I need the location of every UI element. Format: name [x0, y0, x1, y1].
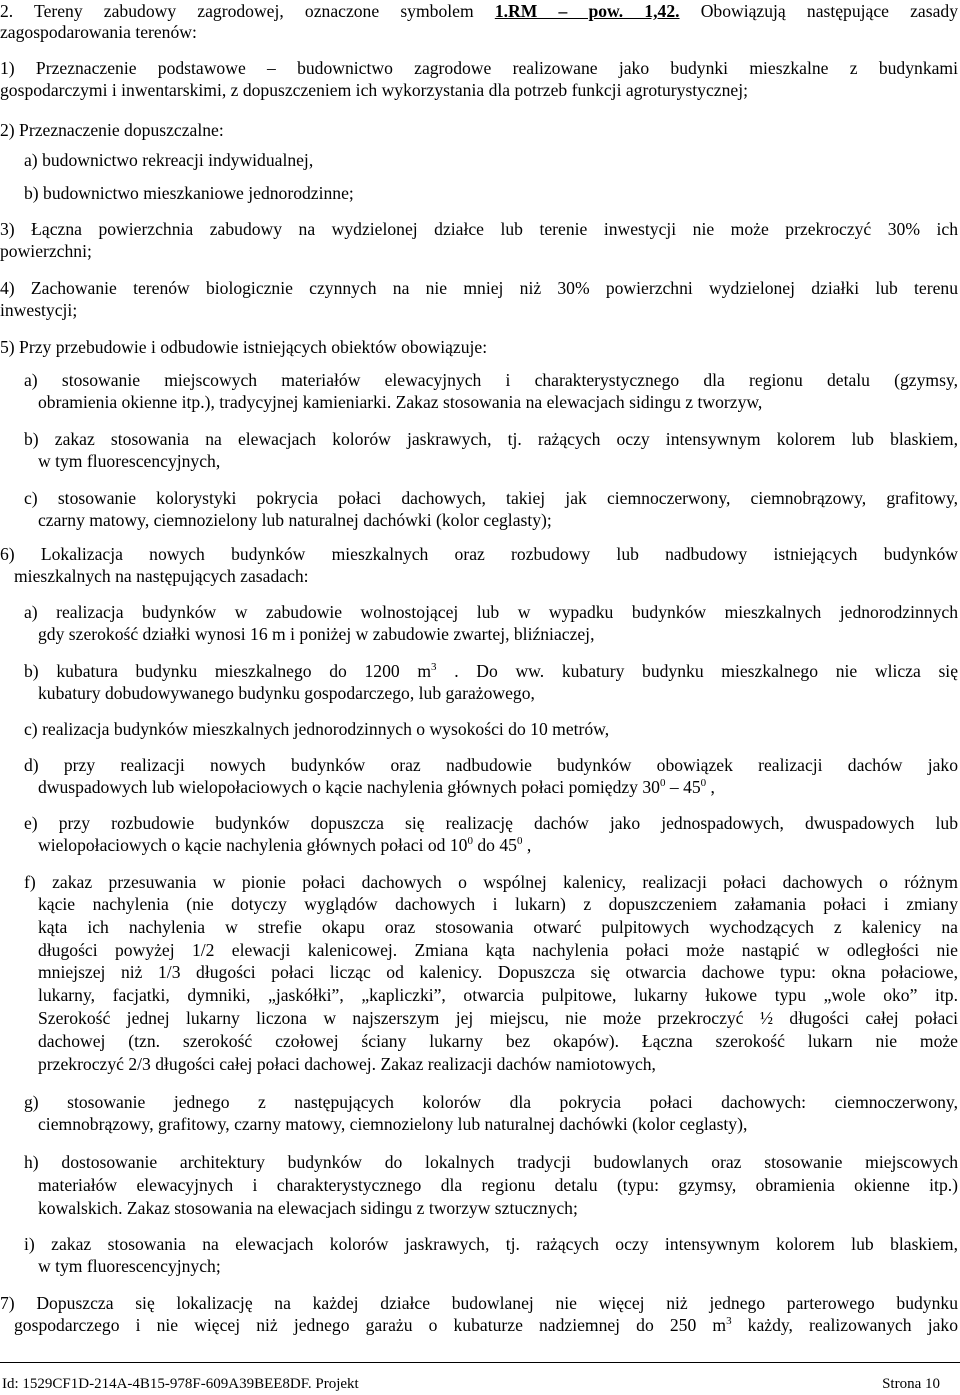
- superscript: 0: [659, 777, 666, 790]
- text-line: w tym fluorescencyjnych;: [38, 1256, 221, 1276]
- text-span: ,: [706, 777, 715, 797]
- document-id: Id: 1529CF1D-214A-4B15-978F-609A39BEE8DF. Projekt: [2, 1376, 359, 1392]
- text-span: b) kubatura budynku mieszkalnego do 1200 m: [24, 661, 432, 681]
- text-line: 1) Przeznaczenie podstawowe – budownictwo zagrodowe realizowane jako budynki mieszkalne z budynkami: [0, 58, 958, 78]
- text-line: gospodarczymi i inwentarskimi, z dopuszczeniem ich wykorzystania dla potrzeb funkcji agroturystycznej;: [0, 80, 748, 100]
- text-line: w tym fluorescencyjnych,: [38, 451, 221, 471]
- text-line: b) zakaz stosowania na elewacjach kolorów jaskrawych, tj. rażących oczy intensywnym kolorem lub blaskiem,: [24, 429, 958, 449]
- text-line: kubatury dobudowywanego budynku gospodarczego, lub garażowego,: [38, 683, 535, 703]
- text-line: Szerokość jednej lukarny liczona w najszerszym jej miejscu, nie może przekroczyć ½ długości całej połaci: [38, 1008, 958, 1028]
- text-line: [14, 1315, 958, 1335]
- superscript: 3: [431, 661, 437, 674]
- text-line: kącie nachylenia (nie dotyczy wyglądów dachowych i lukarn) z dopuszczeniem załamania połaci i zmiany: [38, 894, 958, 914]
- text-line: c) stosowanie kolorystyki pokrycia połaci dachowych, takiej jak ciemnoczerwony, ciemnobrązowy, grafitowy,: [24, 488, 958, 508]
- superscript: 3: [726, 1315, 732, 1328]
- text-line: [38, 777, 958, 797]
- text-line: dachowej (tzn. szerokość czołowej ściany lukarny bez okapów). Łączna szerokość lukarn nie może: [38, 1031, 958, 1051]
- text-line: czarny matowy, ciemnozielony lub naturalnej dachówki (kolor ceglasty);: [38, 510, 552, 530]
- text-span: Obowiązują następujące zasady: [679, 1, 958, 21]
- text-line: 2) Przeznaczenie dopuszczalne:: [0, 120, 224, 140]
- text-line: d) przy realizacji nowych budynków oraz nadbudowie budynków obowiązek realizacji dachów jako: [24, 755, 958, 775]
- text-line: 5) Przy przebudowie i odbudowie istniejących obiektów obowiązuje:: [0, 337, 488, 357]
- text-line: zagospodarowania terenów:: [0, 22, 197, 42]
- text-line: 4) Zachowanie terenów biologicznie czynnych na nie mniej niż 30% powierzchni wydzielonej działki lub terenu: [0, 278, 958, 298]
- text-line: materiałów elewacyjnych i charakterystycznego dla regionu detalu (typu: gzymsy, obramienia okienne itp.): [38, 1175, 958, 1195]
- text-span: każdy, realizowanych jako: [731, 1315, 959, 1335]
- text-span: – 45: [665, 777, 701, 797]
- text-line: lukarny, facjatki, dymniki, „jaskółki”, „kapliczki”, otwarcia pulpitowe, lukarny łukowe typu „wole oko” itp.: [38, 985, 958, 1005]
- text-line: e) przy rozbudowie budynków dopuszcza się realizację dachów jako jednospadowych, dwuspadowych lub: [24, 813, 958, 833]
- text-span: ,: [522, 835, 532, 855]
- text-line: a) stosowanie miejscowych materiałów elewacyjnych i charakterystycznego dla regionu detalu (gzymsy,: [24, 370, 958, 390]
- footer-divider: [0, 1362, 960, 1363]
- text-line: a) budownictwo rekreacji indywidualnej,: [24, 150, 314, 170]
- superscript: 0: [467, 835, 473, 848]
- text-line: mieszkalnych na następujących zasadach:: [14, 566, 309, 586]
- text-span: gospodarczego i nie więcej niż jednego garażu o kubaturze nadziemnej do 250 m: [14, 1315, 727, 1335]
- text-line: f) zakaz przesuwania w pionie połaci dachowych o wspólnej kalenicy, realizacji połaci dachowych o różnym: [24, 872, 958, 892]
- emphasized-text: 1.RM – pow. 1,42.: [494, 1, 680, 21]
- text-span: wielopołaciowych o kącie nachylenia głównych połaci od 10: [38, 835, 468, 855]
- text-line: c) realizacja budynków mieszkalnych jednorodzinnych o wysokości do 10 metrów,: [24, 719, 610, 739]
- text-line: h) dostosowanie architektury budynków do lokalnych tradycji budowlanych oraz stosowanie miejscowych: [24, 1152, 958, 1172]
- text-line: obramienia okienne itp.), tradycyjnej kamieniarki. Zakaz stosowania na elewacjach sidingu z tworzyw,: [38, 392, 763, 412]
- text-line: g) stosowanie jednego z następujących kolorów dla pokrycia połaci dachowych: ciemnoczerwony,: [24, 1092, 958, 1112]
- text-span: 2. Tereny zabudowy zagrodowej, oznaczone symbolem: [0, 1, 495, 21]
- text-line: ciemnobrązowy, grafitowy, czarny matowy, ciemnozielony lub naturalnej dachówki (kolor ceglasty),: [38, 1114, 748, 1134]
- text-line: b) budownictwo mieszkaniowe jednorodzinne;: [24, 183, 354, 203]
- text-line: i) zakaz stosowania na elewacjach kolorów jaskrawych, tj. rażących oczy intensywnym kolorem lub blaskiem,: [24, 1234, 958, 1254]
- text-line: [38, 835, 958, 855]
- text-span: do 45: [472, 835, 517, 855]
- text-line: 7) Dopuszcza się lokalizację na każdej działce budowlanej nie więcej niż jednego parterowego budynku: [0, 1293, 958, 1313]
- text-span: dwuspadowych lub wielopołaciowych o kącie nachylenia głównych połaci pomiędzy 30: [38, 777, 660, 797]
- text-line: przekroczyć 2/3 długości całej połaci dachowej. Zakaz realizacji dachów namiotowych,: [38, 1054, 656, 1074]
- text-line: 6) Lokalizacja nowych budynków mieszkalnych oraz rozbudowy lub nadbudowy istniejących budynków: [0, 544, 958, 564]
- page-number: Strona 10: [882, 1376, 940, 1392]
- text-line: [24, 661, 958, 681]
- text-line: długości powyżej 1/2 elewacji kalenicowej. Zmiana kąta nachylenia połaci może nastąpić w odległości nie: [38, 940, 958, 960]
- text-line: [0, 1, 958, 21]
- superscript: 0: [516, 835, 523, 848]
- superscript: 0: [700, 777, 707, 790]
- text-line: a) realizacja budynków w zabudowie wolnostojącej lub w wypadku budynków mieszkalnych jednorodzinnych: [24, 602, 958, 622]
- text-span: . Do ww. kubatury budynku mieszkalnego nie wlicza się: [436, 661, 958, 681]
- text-line: inwestycji;: [0, 300, 78, 320]
- text-line: powierzchni;: [0, 241, 92, 261]
- text-line: gdy szerokość działki wynosi 16 m i poniżej w zabudowie zwartej, bliźniaczej,: [38, 624, 595, 644]
- text-line: 3) Łączna powierzchnia zabudowy na wydzielonej działce lub terenie inwestycji nie może przekroczyć 30% ich: [0, 219, 958, 239]
- text-line: kowalskich. Zakaz stosowania na elewacjach sidingu z tworzyw sztucznych;: [38, 1198, 578, 1218]
- text-line: mniejszej niż 1/3 długości połaci licząc od kalenicy. Dopuszcza się otwarcia dachowe typu: okna połaciowe,: [38, 962, 958, 982]
- text-line: kąta ich nachylenia w strefie okapu oraz stosowania otwarć pulpitowych wychodzących z kalenicy na: [38, 917, 958, 937]
